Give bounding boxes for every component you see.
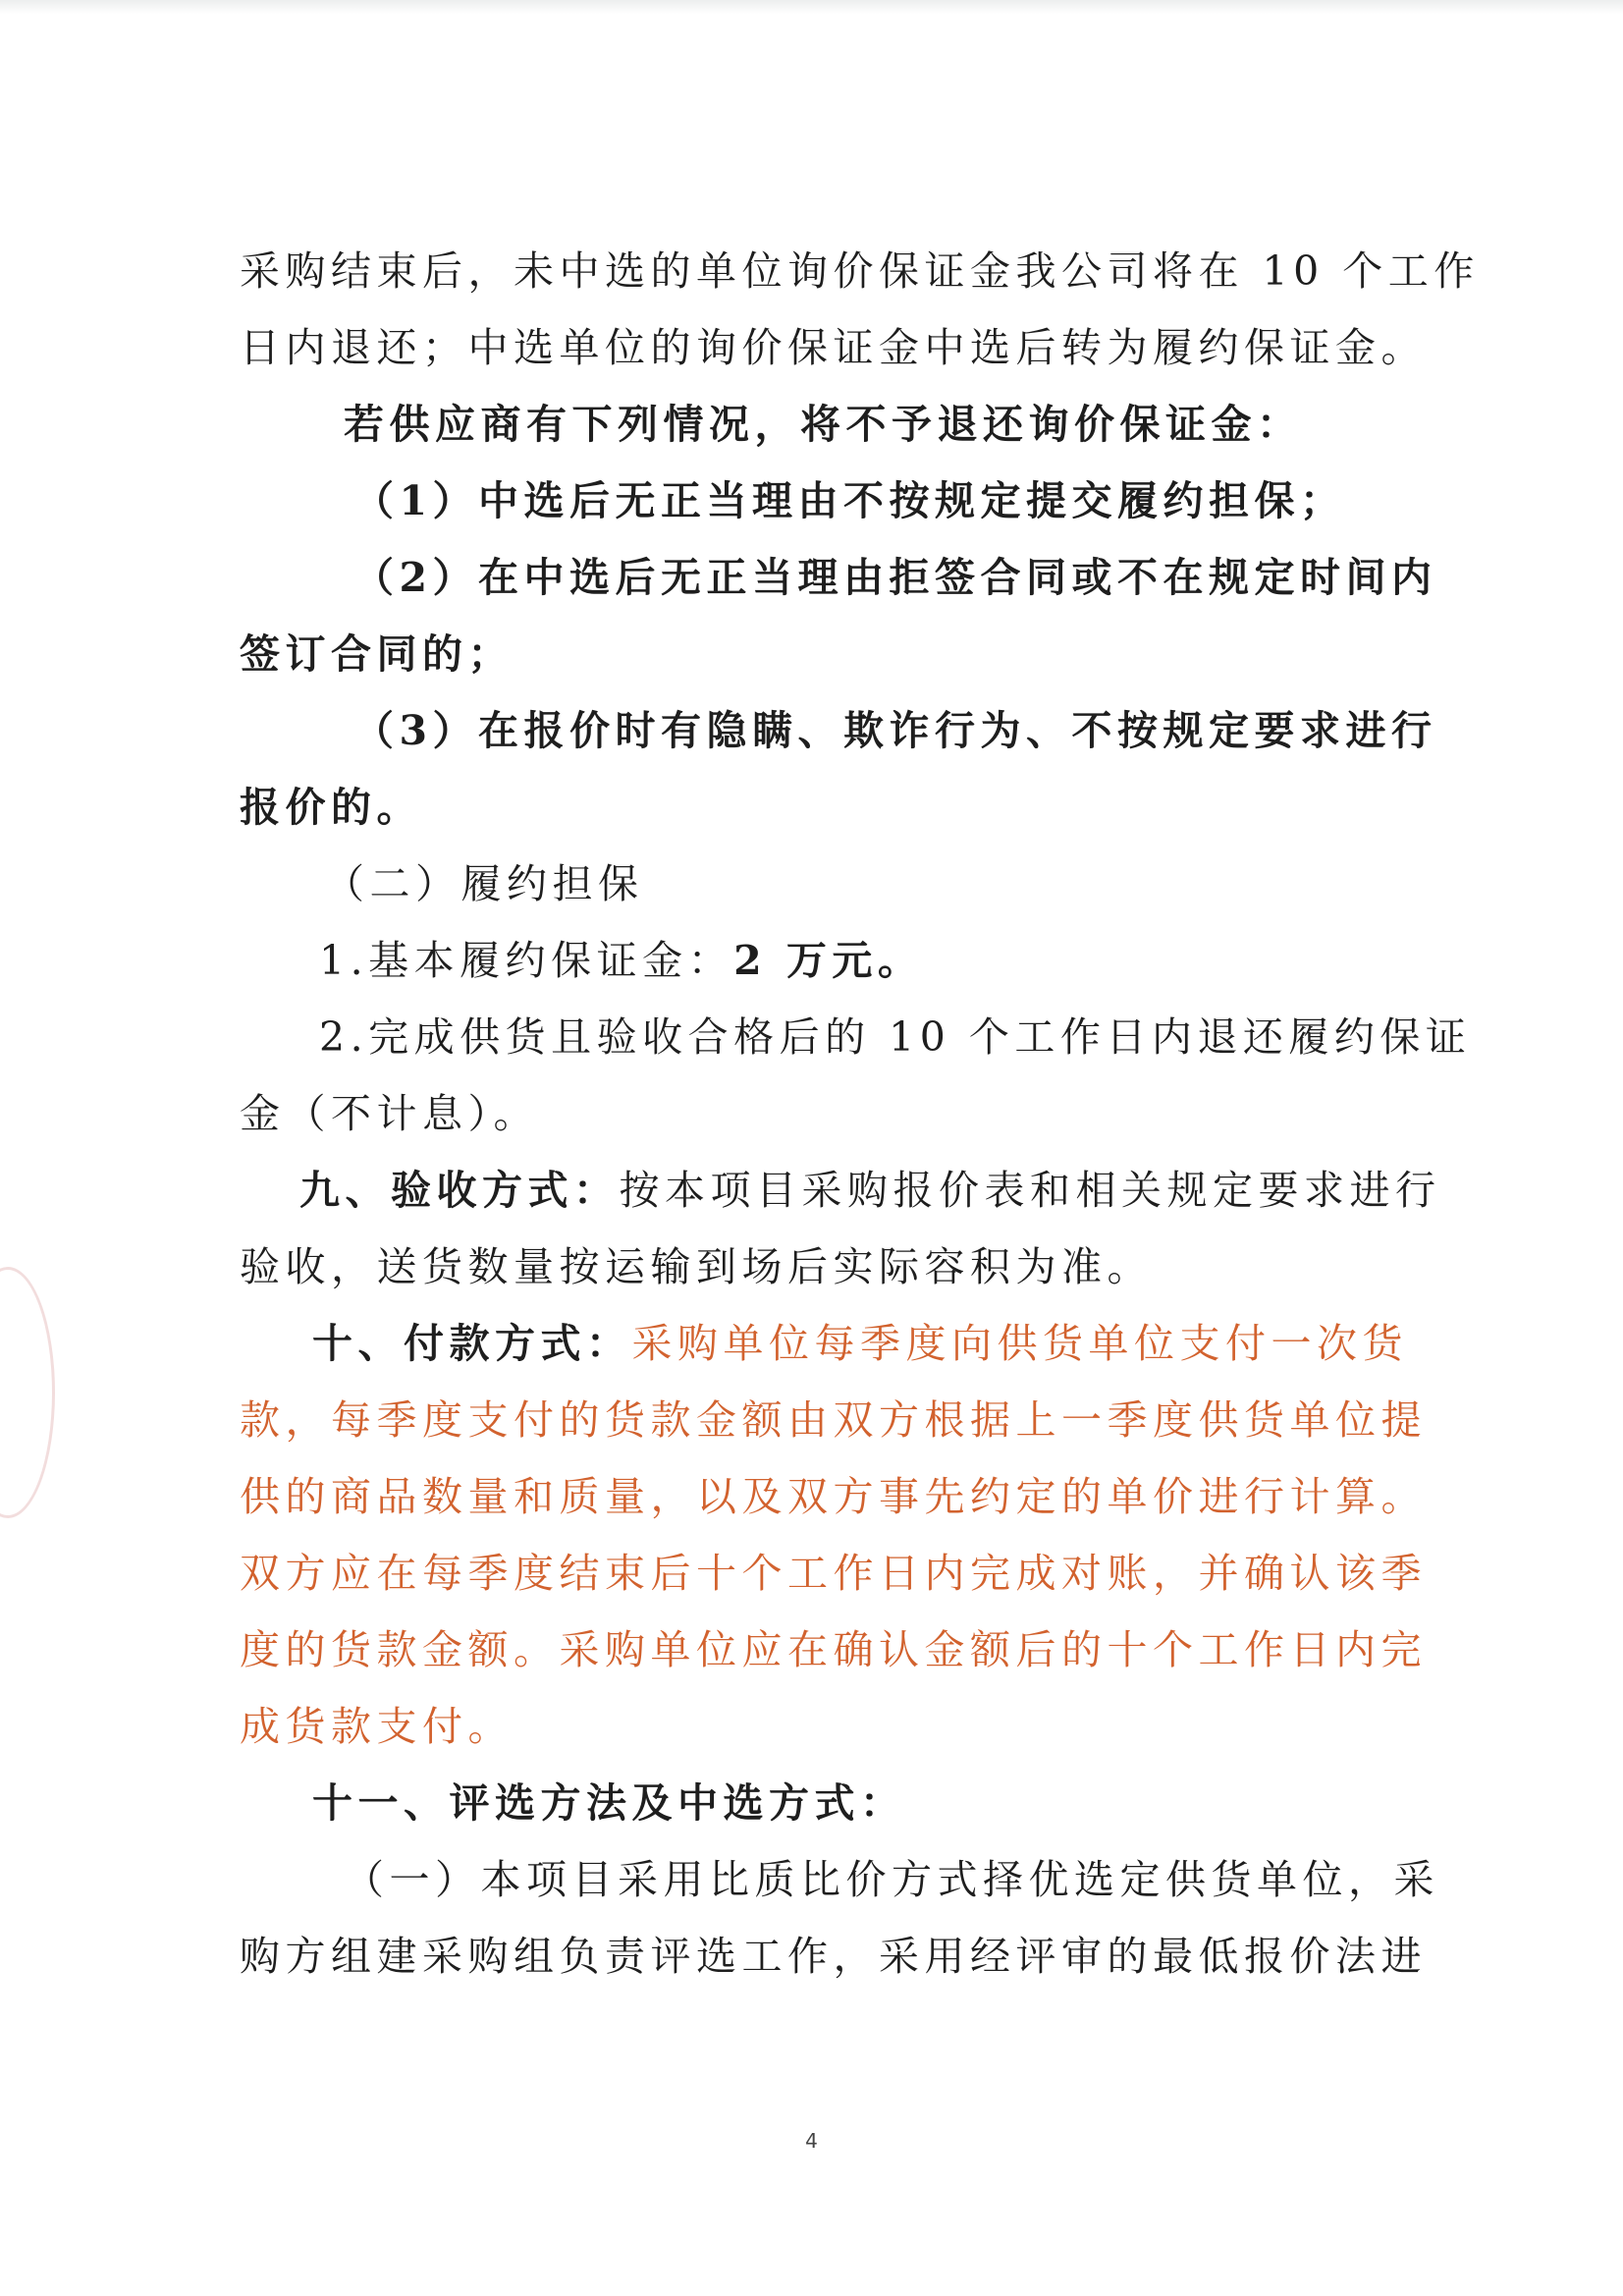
payment-text-line: 成货款支付。 — [240, 1703, 514, 1750]
seal-fragment — [0, 1267, 55, 1518]
text-segment: 按本项目采购报价表和相关规定要求进行 — [619, 1167, 1441, 1214]
text-line: （1）中选后无正当理由不按规定提交履约担保； — [353, 477, 1346, 524]
text-line: 金（不计息）。 — [240, 1090, 539, 1137]
section-heading: 十、付款方式： — [312, 1320, 632, 1367]
payment-text-line: 款，每季度支付的货款金额由双方根据上一季度供货单位提 — [240, 1396, 1427, 1444]
text-line: 采购结束后，未中选的单位询价保证金我公司将在 10 个工作 — [240, 247, 1480, 295]
text-line: （3）在报价时有隐瞒、欺诈行为、不按规定要求进行 — [353, 707, 1437, 754]
text-line: 报价的。 — [240, 784, 422, 831]
text-line: 若供应商有下列情况，将不予退还询价保证金： — [344, 401, 1303, 448]
payment-text-line: 供的商品数量和质量，以及双方事先约定的单价进行计算。 — [240, 1473, 1427, 1520]
text-line — [319, 935, 923, 986]
text-line: 验收，送货数量按运输到场后实际容积为准。 — [240, 1243, 1153, 1290]
payment-text: 采购单位每季度向供货单位支付一次货 — [631, 1320, 1408, 1367]
text-line: 购方组建采购组负责评选工作，采用经评审的最低报价法进 — [240, 1933, 1427, 1980]
payment-text-line: 度的货款金额。采购单位应在确认金额后的十个工作日内完 — [240, 1626, 1427, 1673]
text-line: （2）在中选后无正当理由拒签合同或不在规定时间内 — [353, 554, 1437, 601]
section-heading: 十一、评选方法及中选方式： — [312, 1779, 906, 1827]
page-number: 4 — [805, 2129, 818, 2153]
text-line — [299, 1165, 1441, 1216]
payment-text-line: 双方应在每季度结束后十个工作日内完成对账，并确认该季 — [240, 1550, 1427, 1597]
text-line: （一）本项目采用比质比价方式择优选定供货单位，采 — [344, 1856, 1439, 1903]
deposit-amount: 2 万元。 — [733, 937, 924, 984]
section-subheading: （二）履约担保 — [324, 860, 644, 907]
text-line: 日内退还；中选单位的询价保证金中选后转为履约保证金。 — [240, 324, 1427, 371]
scan-top-edge — [0, 0, 1623, 14]
text-line: 签订合同的； — [240, 630, 514, 678]
text-segment: 1.基本履约保证金： — [319, 937, 734, 984]
section-heading: 九、验收方式： — [299, 1167, 620, 1214]
text-line — [312, 1318, 1408, 1369]
text-line: 2.完成供货且验收合格后的 10 个工作日内退还履约保证 — [319, 1013, 1472, 1061]
